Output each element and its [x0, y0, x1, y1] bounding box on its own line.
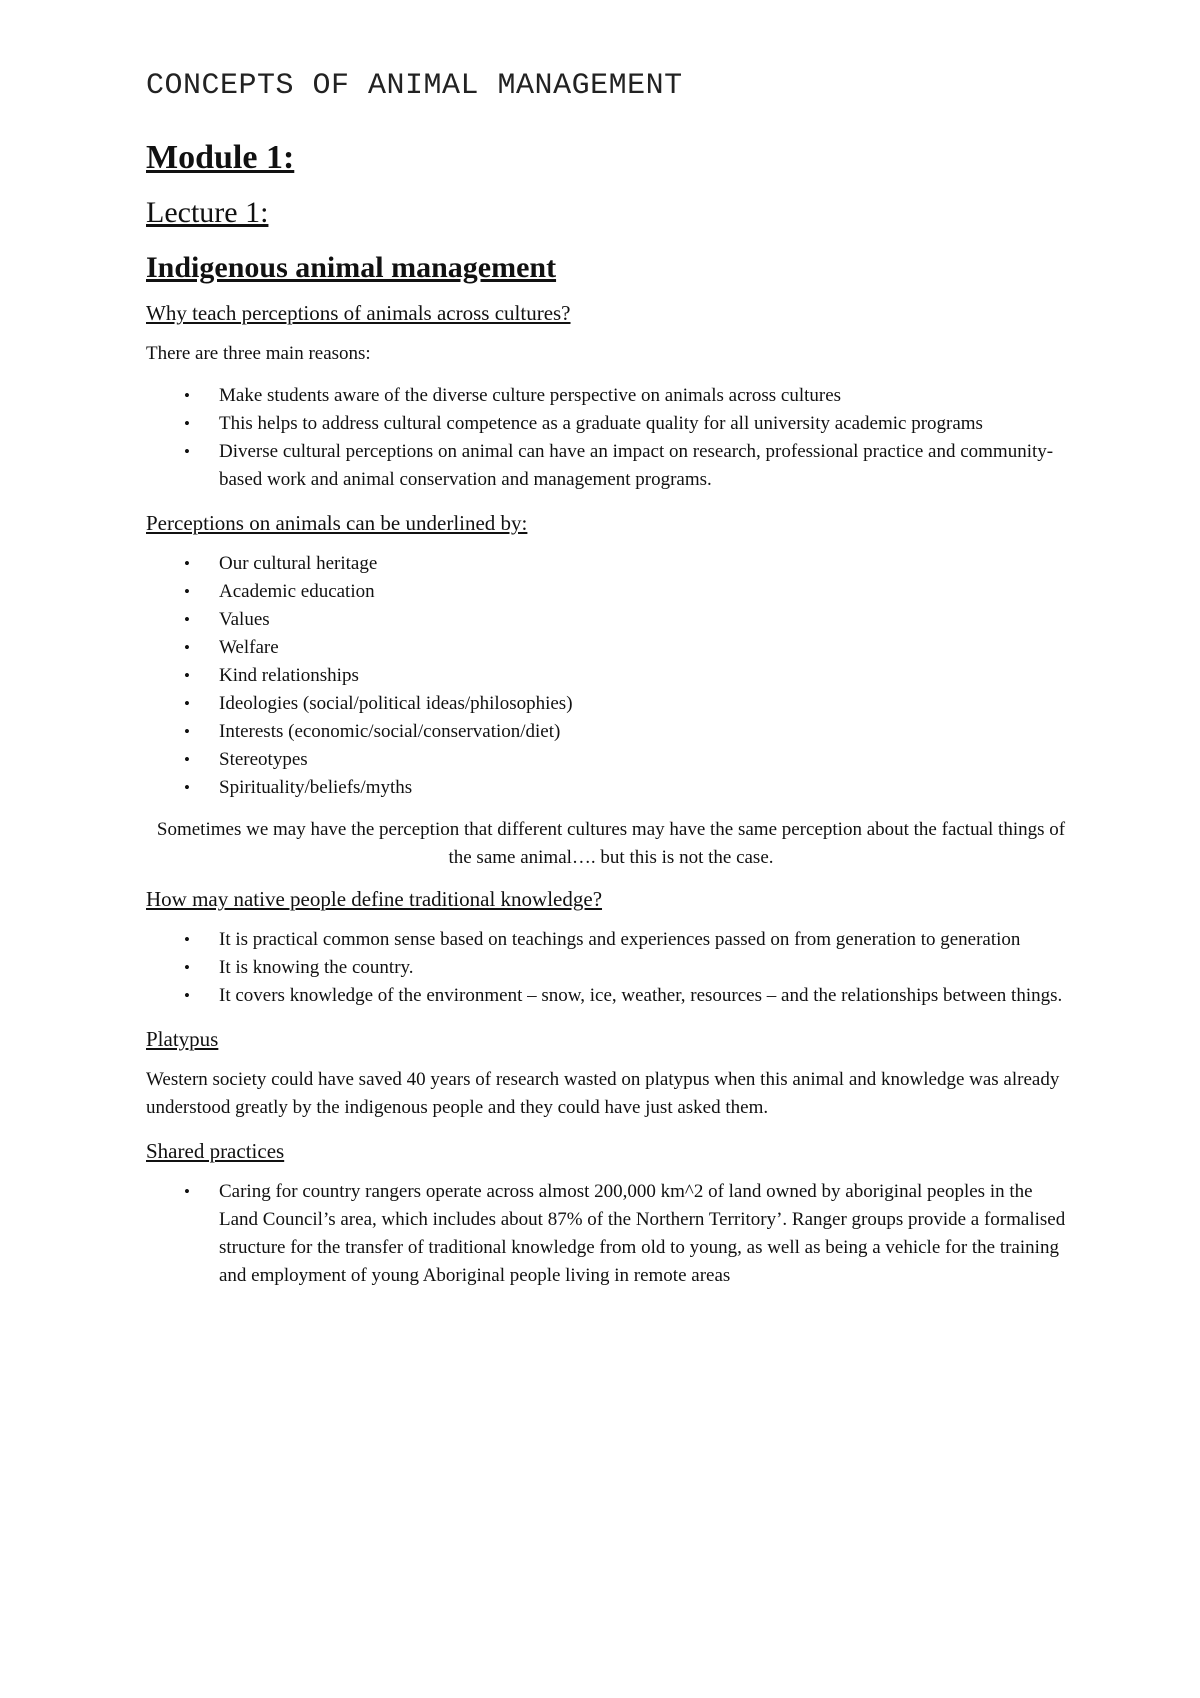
lecture-heading: Lecture 1:: [146, 196, 269, 229]
list-item: [146, 550, 1076, 578]
list-item: [146, 690, 1076, 718]
list-item-text: Welfare: [219, 637, 279, 658]
section-heading-perceptions: Perceptions on animals can be underlined by:: [146, 511, 528, 535]
list-item-text: Ideologies (social/political ideas/philosophies): [219, 693, 573, 714]
list-item-text: Spirituality/beliefs/myths: [219, 777, 413, 798]
list-item-text: It is practical common sense based on teachings and experiences passed on from generation to generation: [219, 929, 1021, 950]
list-item: [146, 662, 1076, 690]
list-item-text: Stereotypes: [219, 749, 308, 770]
document-page: [146, 66, 1076, 1304]
section-heading-shared: Shared practices: [146, 1139, 285, 1163]
list-item: [146, 1178, 1076, 1290]
topic-heading: Indigenous animal management: [146, 251, 557, 284]
bullet-icon: •: [184, 778, 190, 797]
list-item: [146, 382, 1076, 410]
document-title: CONCEPTS OF ANIMAL MANAGEMENT: [146, 69, 683, 103]
list-item-text: This helps to address cultural competence as a graduate quality for all university academic programs: [219, 413, 983, 434]
bullet-icon: •: [184, 958, 190, 977]
bullet-icon: •: [184, 554, 190, 573]
list-item-text: Interests (economic/social/conservation/diet): [219, 721, 561, 742]
list-item-text: Make students aware of the diverse culture perspective on animals across cultures: [219, 385, 842, 406]
list-item-text: Our cultural heritage: [219, 553, 378, 574]
list-item: [146, 926, 1076, 954]
list-item-text: Values: [219, 609, 270, 630]
list-item: [146, 718, 1076, 746]
module-heading: Module 1:: [146, 139, 295, 176]
knowledge-list: [146, 926, 1076, 1010]
bullet-icon: •: [184, 582, 190, 601]
bullet-icon: •: [184, 610, 190, 629]
bullet-icon: •: [184, 722, 190, 741]
bullet-icon: •: [184, 414, 190, 433]
why-intro: There are three main reasons:: [146, 343, 371, 364]
bullet-icon: •: [184, 666, 190, 685]
section-heading-knowledge: How may native people define traditional knowledge?: [146, 887, 603, 911]
section-heading-platypus: Platypus: [146, 1027, 219, 1051]
list-item: [146, 774, 1076, 802]
list-item-text: Diverse cultural perceptions on animal can have an impact on research, professional practice and community-based work and animal conservation and management programs.: [219, 441, 1054, 490]
list-item-text: It is knowing the country.: [219, 957, 414, 978]
list-item: [146, 634, 1076, 662]
list-item-text: Academic education: [219, 581, 375, 602]
shared-list: [146, 1178, 1076, 1290]
why-list: [146, 382, 1076, 494]
list-item-text: It covers knowledge of the environment – snow, ice, weather, resources – and the relationships between things.: [219, 985, 1063, 1006]
bullet-icon: •: [184, 930, 190, 949]
list-item: [146, 578, 1076, 606]
perceptions-list: [146, 550, 1076, 802]
list-item: [146, 746, 1076, 774]
list-item: [146, 438, 1076, 494]
section-heading-why: Why teach perceptions of animals across cultures?: [146, 301, 571, 325]
list-item: [146, 410, 1076, 438]
bullet-icon: •: [184, 1182, 190, 1201]
list-item: [146, 606, 1076, 634]
bullet-icon: •: [184, 694, 190, 713]
list-item: [146, 982, 1076, 1010]
perceptions-note: Sometimes we may have the perception that different cultures may have the same perception about the factual things of the same animal…. but this is not the case.: [156, 819, 1066, 868]
bullet-icon: •: [184, 750, 190, 769]
bullet-icon: •: [184, 986, 190, 1005]
list-item-text: Kind relationships: [219, 665, 359, 686]
bullet-icon: •: [184, 442, 190, 461]
platypus-text: Western society could have saved 40 years of research wasted on platypus when this animal and knowledge was already understood greatly by the indigenous people and they could have just asked them.: [146, 1069, 1060, 1118]
bullet-icon: •: [184, 386, 190, 405]
bullet-icon: •: [184, 638, 190, 657]
list-item-text: Caring for country rangers operate across almost 200,000 km^2 of land owned by aboriginal peoples in the Land Council’s area, which includes about 87% of the Northern Territory’. Ranger groups provide a formalised structure for the transfer of traditional knowledge from old to young, as well as being a vehicle for the training and employment of young Aboriginal people living in remote areas: [219, 1181, 1066, 1286]
list-item: [146, 954, 1076, 982]
